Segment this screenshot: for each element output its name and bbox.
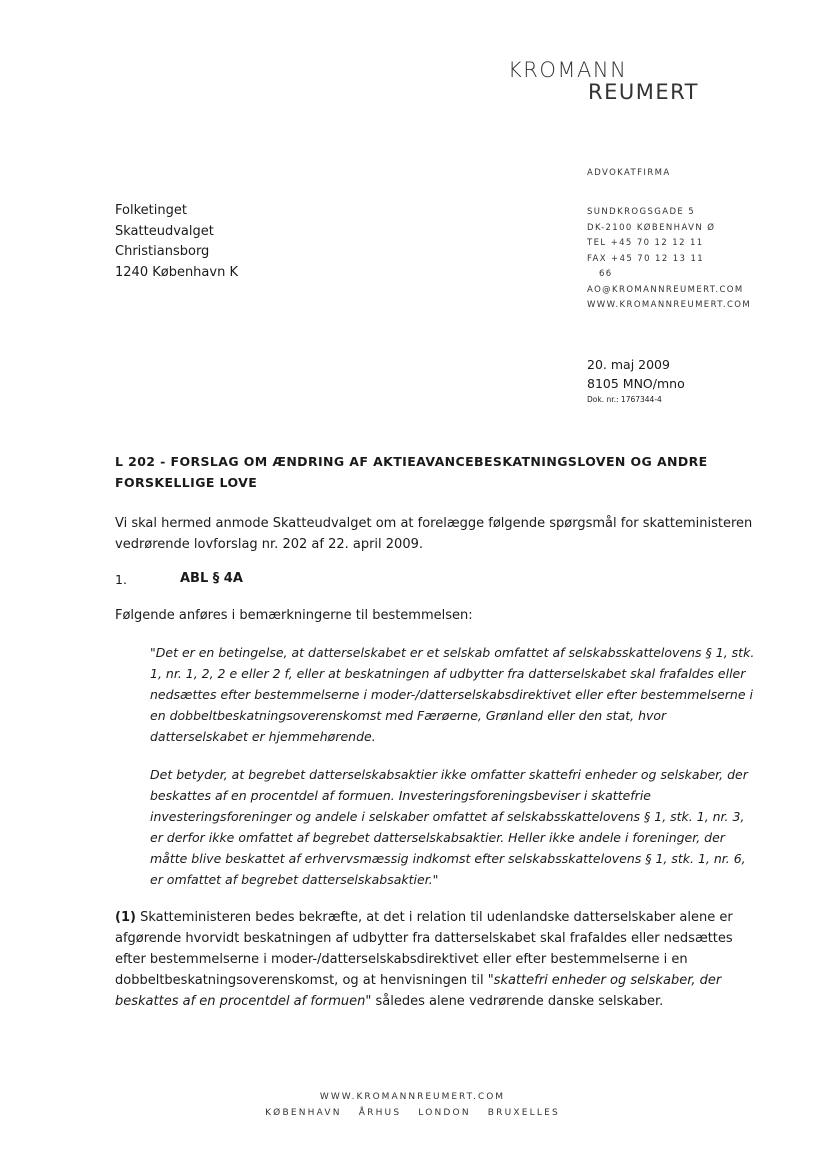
question-number: (1) [115,910,136,925]
firm-type: ADVOKATFIRMA [587,168,671,178]
recipient-address [115,201,238,283]
recipient-line: Folketinget [115,203,187,218]
firm-city: DK-2100 KØBENHAVN Ø [587,222,716,233]
question-paragraph [115,907,760,1012]
footer-web[interactable]: WWW.KROMANNREUMERT.COM [319,1092,506,1102]
document-number: Dok. nr.: 1767344-4 [587,395,662,404]
recipient-line: Christiansborg [115,244,210,259]
letter-date: 20. maj 2009 [587,357,670,372]
question-italic: "skattefri enheder og selskaber, der beskattes af en procentdel af formuen" [115,973,722,1009]
letter-title: L 202 - FORSLAG OM ÆNDRING AF AKTIEAVANCEBESKATNINGSLOVEN OG ANDRE FORSKELLIGE LOVE [115,454,708,490]
letter-ref: 8105 MNO/mno [587,376,685,391]
lead-paragraph: Følgende anføres i bemærkningerne til bestemmelsen: [115,608,473,623]
firm-web[interactable]: WWW.KROMANNREUMERT.COM [587,300,752,310]
quote-paragraph-2: Det betyder, at begrebet datterselskabsaktier ikke omfatter skattefri enheder og selskaber, der beskattes af en procentdel af formuen. Investeringsforeningsbeviser i skattefrie investeringsforeninger og andele i selskaber omfattet af selskabsskattelovens § 1, stk. 1, nr. 3, er derfor ikke omfattet af begrebet datterselskabsaktier. Heller ikke andele i foreninger, der måtte blive beskattet af erhvervsmæssig indkomst efter selskabsskattelovens § 1, stk. 1, nr. 6, er omfattet af begrebet datterselskabsaktier." [150,767,748,887]
letter-meta [587,355,685,407]
question-text-1: Skatteministeren bedes bekræfte, at det i relation til udenlandske datterselskaber alene er afgørende hvorvidt beskatningen af udbytter fra datterselskabet skal frafaldes eller nedsættes efter bestemmelserne i moder-/datterselskabsdirektivet eller efter bestemmelserne i en dobbeltbeskatningsoverenskomst, og at henvisningen til [115,910,733,988]
firm-street: SUNDKROGSGADE 5 [587,207,696,217]
firm-ext: 66 [599,269,613,279]
section-title: ABL § 4A [180,571,243,586]
section-number: 1. [115,572,127,587]
logo-line-1: KROMANN [508,58,628,82]
recipient-line: 1240 København K [115,264,238,280]
quote-paragraph-1: "Det er en betingelse, at datterselskabet er et selskab omfattet af selskabsskattelovens § 1, stk. 1, nr. 1, 2, 2 e eller 2 f, eller at beskatningen af udbytter fra datterselskabet skal frafaldes eller nedsættes efter bestemmelserne i moder-/datterselskabsdirektivet eller efter bestemmelserne i en dobbeltbeskatningsoverenskomst med Færøerne, Grønland eller den stat, hvor datterselskabet er hjemmehørende. [150,645,755,744]
logo-line-2: REUMERT [588,80,700,104]
firm-address [587,205,751,314]
firm-tel: TEL +45 70 12 12 11 [587,238,704,248]
firm-email[interactable]: AO@KROMANNREUMERT.COM [587,284,744,295]
firm-fax: FAX +45 70 12 13 11 [587,253,705,264]
recipient-line: Skatteudvalget [115,223,214,239]
intro-paragraph: Vi skal hermed anmode Skatteudvalget om at forelægge følgende spørgsmål for skatteministeren vedrørende lovforslag nr. 202 af 22. april 2009. [115,516,753,552]
question-text-2: således alene vedrørende danske selskaber. [371,994,664,1009]
footer-cities: KØBENHAVN ÅRHUS LONDON BRUXELLES [265,1108,560,1118]
